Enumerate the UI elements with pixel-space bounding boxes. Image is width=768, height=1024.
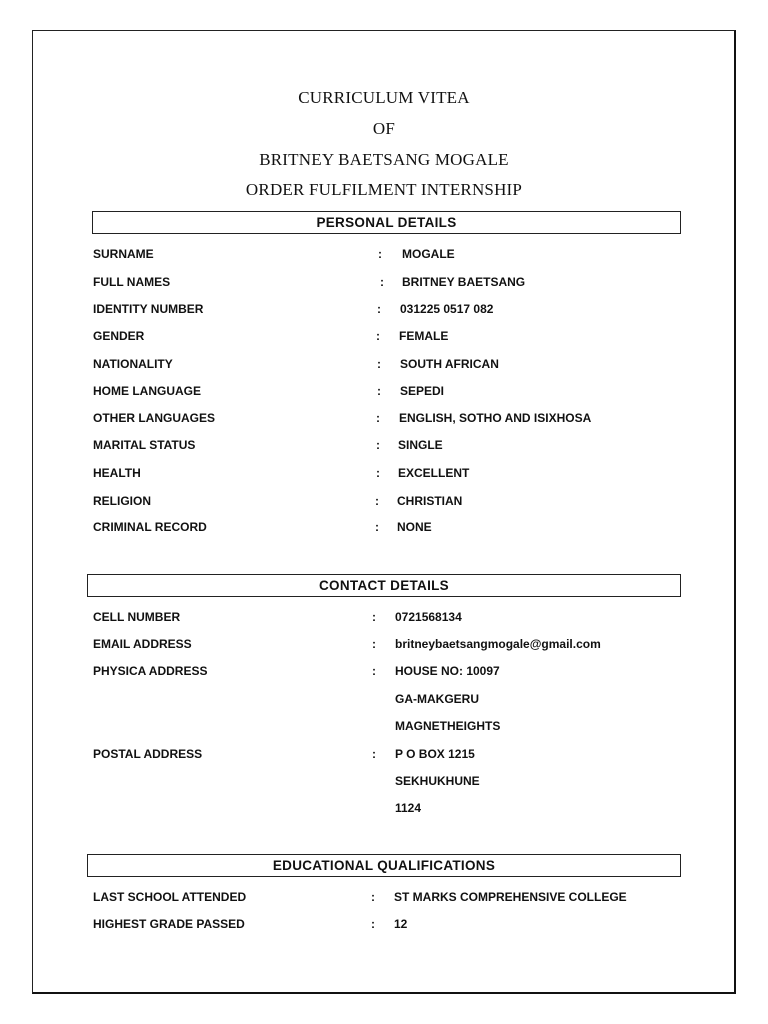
highest-grade-label: HIGHEST GRADE PASSED bbox=[93, 917, 245, 931]
health-value: EXCELLENT bbox=[398, 466, 470, 480]
health-label: HEALTH bbox=[93, 466, 141, 480]
email-address-label: EMAIL ADDRESS bbox=[93, 637, 192, 651]
criminal-record-label: CRIMINAL RECORD bbox=[93, 520, 207, 534]
religion-label: RELIGION bbox=[93, 494, 152, 508]
surname-value: MOGALE bbox=[402, 247, 455, 261]
nationality-label: NATIONALITY bbox=[93, 357, 173, 371]
gender-colon: : bbox=[376, 329, 380, 343]
email-address-value: britneybaetsangmogale@gmail.com bbox=[395, 637, 601, 651]
surname-label: SURNAME bbox=[93, 247, 154, 261]
cv-position: ORDER FULFILMENT INTERNSHIP bbox=[245, 180, 523, 199]
nationality-value: SOUTH AFRICAN bbox=[400, 357, 499, 371]
identity-number-colon: : bbox=[377, 302, 381, 316]
cell-number-label: CELL NUMBER bbox=[93, 610, 181, 624]
gender-value: FEMALE bbox=[399, 329, 449, 343]
last-school-value: ST MARKS COMPREHENSIVE COLLEGE bbox=[394, 890, 627, 904]
other-languages-colon: : bbox=[376, 411, 380, 425]
highest-grade-value: 12 bbox=[394, 917, 408, 931]
page-border bbox=[32, 30, 736, 994]
cell-number-value: 0721568134 bbox=[395, 610, 462, 624]
highest-grade-colon: : bbox=[371, 917, 375, 931]
last-school-label: LAST SCHOOL ATTENDED bbox=[93, 890, 247, 904]
email-address-colon: : bbox=[372, 637, 376, 651]
identity-number-label: IDENTITY NUMBER bbox=[93, 302, 204, 316]
full-names-label: FULL NAMES bbox=[93, 275, 171, 289]
cv-name: BRITNEY BAETSANG MOGALE bbox=[259, 150, 509, 169]
postal-address-colon: : bbox=[372, 747, 376, 761]
religion-value: CHRISTIAN bbox=[397, 494, 463, 508]
postal-address-line-3: 1124 bbox=[395, 801, 422, 815]
home-language-colon: : bbox=[377, 384, 381, 398]
nationality-colon: : bbox=[377, 357, 381, 371]
last-school-colon: : bbox=[371, 890, 375, 904]
full-names-colon: : bbox=[380, 275, 384, 289]
contact-details-header: CONTACT DETAILS bbox=[87, 574, 681, 597]
cv-title: CURRICULUM VITEA bbox=[298, 88, 470, 107]
marital-status-value: SINGLE bbox=[398, 438, 443, 452]
home-language-label: HOME LANGUAGE bbox=[93, 384, 201, 398]
identity-number-value: 031225 0517 082 bbox=[400, 302, 494, 316]
postal-address-label: POSTAL ADDRESS bbox=[93, 747, 203, 761]
criminal-record-value: NONE bbox=[397, 520, 432, 534]
other-languages-label: OTHER LANGUAGES bbox=[93, 411, 216, 425]
criminal-record-colon: : bbox=[375, 520, 379, 534]
marital-status-label: MARITAL STATUS bbox=[93, 438, 196, 452]
health-colon: : bbox=[376, 466, 380, 480]
physical-address-line-3: MAGNETHEIGHTS bbox=[395, 719, 501, 733]
physical-address-line-1: HOUSE NO: 10097 bbox=[395, 664, 500, 678]
religion-colon: : bbox=[375, 494, 379, 508]
postal-address-line-1: P O BOX 1215 bbox=[395, 747, 475, 761]
personal-details-header: PERSONAL DETAILS bbox=[92, 211, 681, 234]
other-languages-value: ENGLISH, SOTHO AND ISIXHOSA bbox=[399, 411, 592, 425]
physical-address-label: PHYSICA ADDRESS bbox=[93, 664, 208, 678]
full-names-value: BRITNEY BAETSANG bbox=[402, 275, 526, 289]
home-language-value: SEPEDI bbox=[400, 384, 445, 398]
education-header: EDUCATIONAL QUALIFICATIONS bbox=[87, 854, 681, 877]
gender-label: GENDER bbox=[93, 329, 145, 343]
physical-address-colon: : bbox=[372, 664, 376, 678]
marital-status-colon: : bbox=[376, 438, 380, 452]
surname-colon: : bbox=[378, 247, 382, 261]
cell-number-colon: : bbox=[372, 610, 376, 624]
physical-address-line-2: GA-MAKGERU bbox=[395, 692, 479, 706]
cv-title-of: OF bbox=[372, 119, 396, 138]
postal-address-line-2: SEKHUKHUNE bbox=[395, 774, 480, 788]
